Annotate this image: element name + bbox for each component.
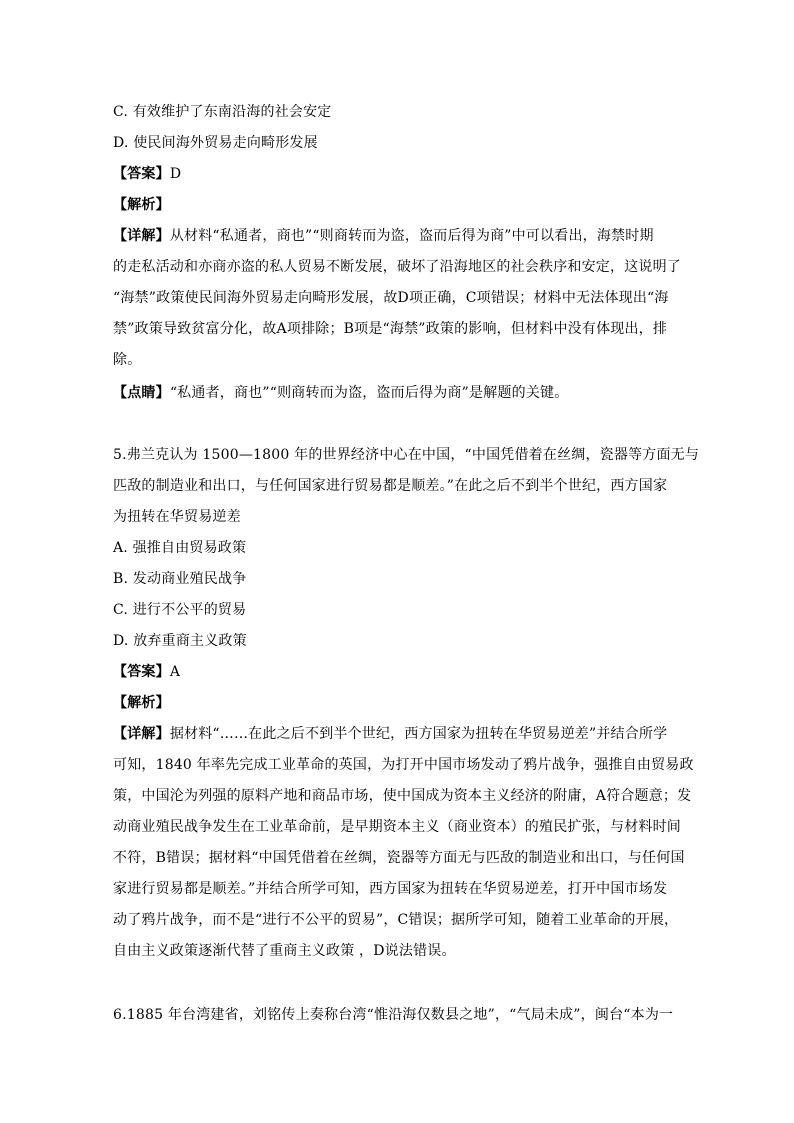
q5-option-d: D. 放弃重商主义政策 bbox=[113, 633, 247, 649]
tip-label: 【点睛】 bbox=[113, 385, 170, 401]
q5-stem-line: 为扭转在华贸易逆差 bbox=[113, 509, 241, 525]
q5-stem-line: 匹敌的制造业和出口，与任何国家进行贸易都是顺差。”在此之后不到半个世纪，西方国家 bbox=[113, 478, 668, 494]
q5-option-c: C. 进行不公平的贸易 bbox=[113, 602, 247, 618]
detail-text: 据材料“……在此之后不到半个世纪，西方国家为扭转在华贸易逆差”并结合所学 bbox=[169, 726, 668, 742]
q5-detail-line: 自由主义政策逐渐代替了重商主义政策 ，D说法错误。 bbox=[113, 943, 456, 959]
q5-answer bbox=[113, 662, 683, 682]
q4-detail-line: “海禁”政策使民间海外贸易走向畸形发展，故D项正确，C项错误；材料中无法体现出“海 bbox=[113, 290, 669, 306]
detail-label: 【详解】 bbox=[113, 726, 170, 742]
q4-option-d: D. 使民间海外贸易走向畸形发展 bbox=[113, 135, 318, 151]
q6-stem-line: 6.1885 年台湾建省，刘铭传上奏称台湾“惟沿海仅数县之地”，“气局未成”，闽台“本为一 bbox=[113, 1007, 674, 1023]
q5-detail-line: 家进行贸易都是顺差。”并结合所学可知，西方国家为扭转在华贸易逆差，打开中国市场发 bbox=[113, 881, 668, 897]
q5-analysis-label: 【解析】 bbox=[113, 695, 170, 711]
q5-detail-line: 可知，1840 年率先完成工业革命的英国，为打开中国市场发动了鸦片战争，强推自由贸易政 bbox=[113, 757, 694, 773]
q4-answer bbox=[113, 164, 683, 184]
q5-detail-line: 动商业殖民战争发生在工业革命前，是早期资本主义（商业资本）的殖民扩张，与材料时间 bbox=[113, 819, 681, 835]
q4-detail-line bbox=[113, 226, 683, 246]
q4-tip bbox=[113, 383, 683, 403]
q5-detail-line: 不符，B错误；据材料“中国凭借着在丝绸，瓷器等方面无与匹敌的制造业和出口，与任何国 bbox=[113, 850, 685, 866]
answer-label: 【答案】 bbox=[113, 166, 170, 182]
q5-option-a: A. 强推自由贸易政策 bbox=[113, 540, 247, 556]
q5-detail-line: 动了鸦片战争，而不是“进行不公平的贸易”，C错误；据所学可知，随着工业革命的开展， bbox=[113, 912, 679, 928]
q5-option-b: B. 发动商业殖民战争 bbox=[113, 571, 247, 587]
q4-option-c: C. 有效维护了东南沿海的社会安定 bbox=[113, 104, 332, 120]
answer-value: A bbox=[169, 664, 181, 680]
q4-detail-line: 除。 bbox=[113, 352, 142, 368]
q4-analysis-label: 【解析】 bbox=[113, 197, 170, 213]
q4-detail-line: 的走私活动和亦商亦盗的私人贸易不断发展，破坏了沿海地区的社会秩序和安定，这说明了 bbox=[113, 259, 681, 275]
q5-detail-line: 策，中国沦为列强的原料产地和商品市场，使中国成为资本主义经济的附庸，A符合题意；发 bbox=[113, 788, 692, 804]
answer-value: D bbox=[169, 166, 182, 182]
answer-label: 【答案】 bbox=[113, 664, 170, 680]
detail-text: 从材料“私通者，商也”“则商转而为盗，盗而后得为商”中可以看出，海禁时期 bbox=[169, 228, 654, 244]
q4-detail-line: 禁”政策导致贫富分化，故A项排除；B项是“海禁”政策的影响，但材料中没有体现出，排 bbox=[113, 321, 668, 337]
q5-detail-line bbox=[113, 724, 683, 744]
q5-stem-line: 5.弗兰克认为 1500—1800 年的世界经济中心在中国，“中国凭借着在丝绸，瓷器等方面无与 bbox=[113, 447, 700, 463]
tip-text: “私通者，商也”“则商转而为盗，盗而后得为商”是解题的关键。 bbox=[169, 385, 569, 401]
detail-label: 【详解】 bbox=[113, 228, 170, 244]
